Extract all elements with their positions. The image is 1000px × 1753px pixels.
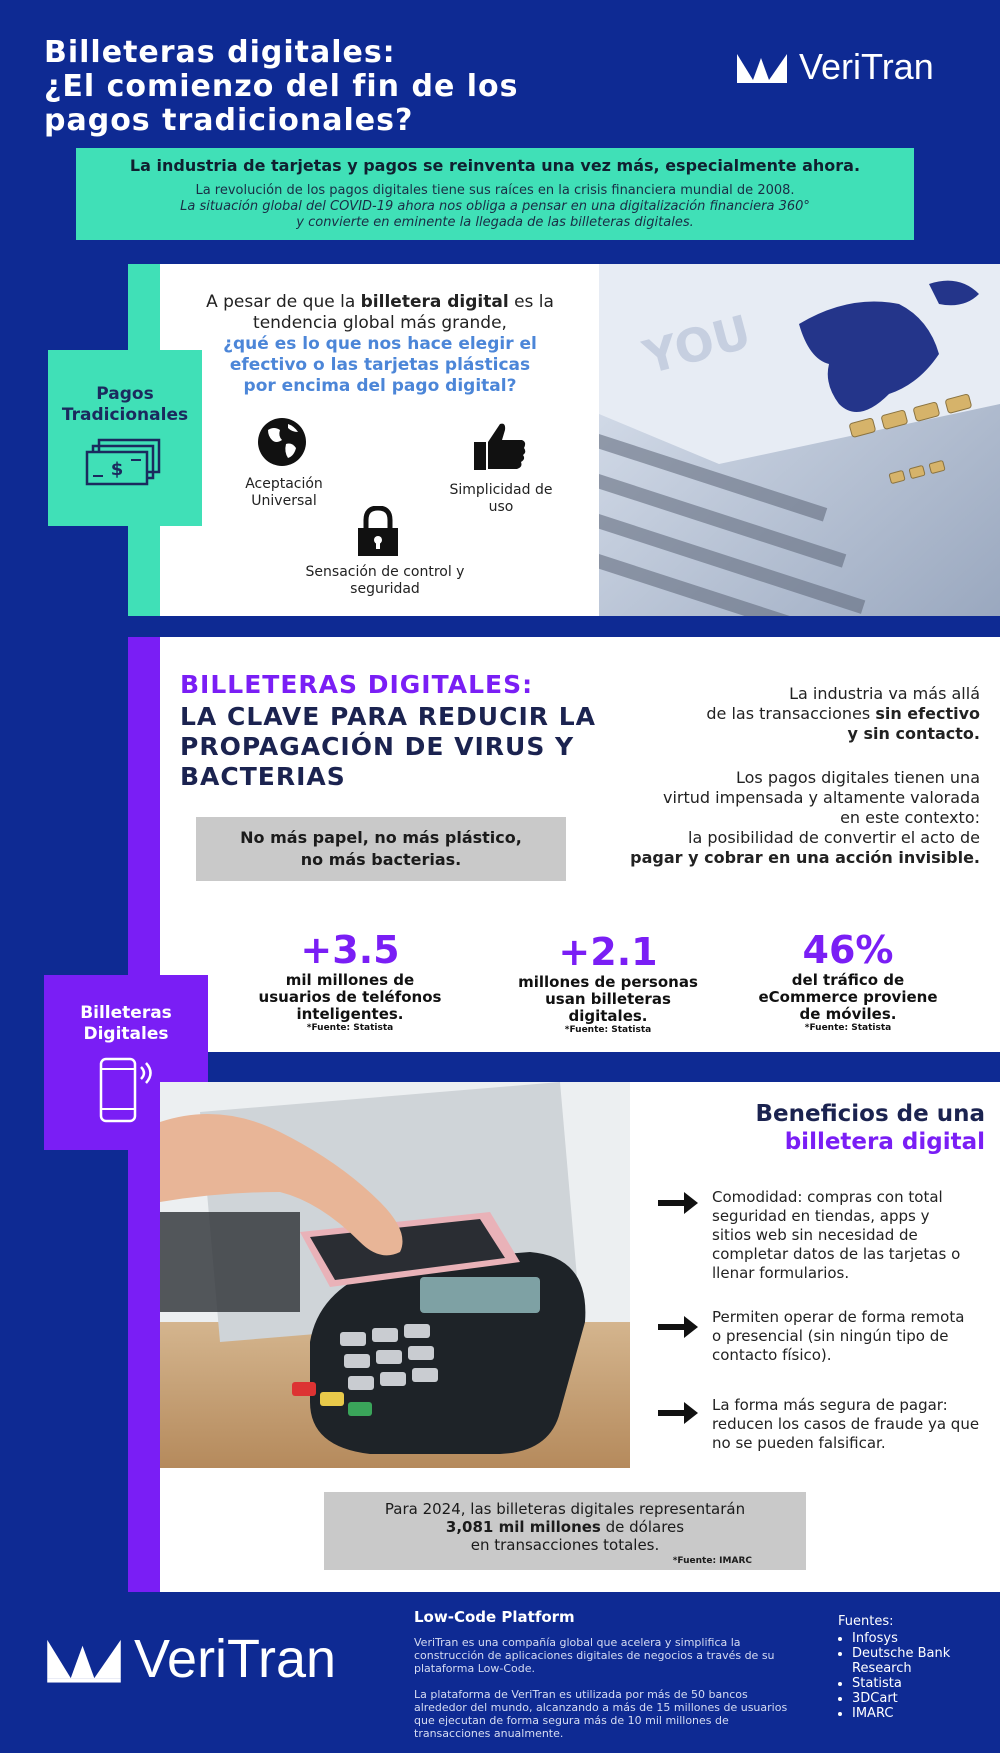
thumbs-up-label: Simplicidad de uso: [449, 482, 553, 515]
benefit-item-3: La forma más segura de pagar: reducen los casos de fraude ya que no se pueden falsificar.: [712, 1396, 980, 1452]
no-paper-box: [196, 817, 566, 881]
tab-pagos-tradicionales: [48, 350, 202, 526]
benefit-item-1: Comodidad: compras con total seguridad en tiendas, apps y sitios web sin necesidad de completar datos de las tarjetas o llenar formularios.: [712, 1188, 961, 1282]
intro-line-3: y convierte en eminente la llegada de las billeteras digitales.: [296, 215, 694, 230]
section2-headline-dark: LA CLAVE PARA REDUCIR LA PROPAGACIÓN DE VIRUS Y BACTERIAS: [180, 702, 596, 791]
forecast-source: *Fuente: IMARC: [672, 1556, 752, 1566]
title-line-1: Billeteras digitales:: [44, 35, 396, 70]
virtue-line-3: en este contexto:: [840, 808, 980, 827]
page-title: [44, 36, 604, 138]
forecast-line-1: Para 2024, las billeteras digitales representarán: [384, 1500, 746, 1518]
forecast-bold: 3,081 mil millones: [445, 1518, 601, 1536]
virtue-bold: pagar y cobrar en una acción invisible.: [630, 848, 980, 867]
cash-icon: [85, 438, 165, 488]
arrow-right-icon: [656, 1400, 700, 1426]
title-line-2: ¿El comienzo del fin de los: [44, 69, 519, 104]
industry-line-2: de las transacciones: [706, 704, 876, 723]
stat-smartphone: [250, 928, 450, 1033]
veritran-logo-icon: [44, 1634, 124, 1684]
thumbs-up-icon: [472, 420, 528, 472]
stat-wallet-users: [508, 930, 708, 1035]
lock-icon: [356, 506, 400, 558]
source-item: • Deutsche Bank Research: [852, 1646, 988, 1676]
globe-icon: [256, 416, 308, 468]
credit-card-illustration: [599, 264, 1000, 616]
veritran-logo-icon: [735, 50, 789, 84]
globe-label: Aceptación Universal: [245, 476, 323, 509]
svg-text:$: $: [110, 459, 124, 480]
source-item: • 3DCart: [852, 1691, 988, 1706]
stat-desc: del tráfico de eCommerce proviene de móviles.: [758, 971, 938, 1023]
footer-sources: [838, 1614, 988, 1721]
stat-ecommerce: [748, 928, 948, 1033]
arrow-right-icon: [656, 1314, 700, 1340]
logo-wordmark: VeriTran: [799, 46, 934, 87]
intro-heading: La industria de tarjetas y pagos se reinventa una vez más, especialmente ahora.: [129, 156, 861, 175]
industry-bold-2: y sin contacto.: [847, 724, 980, 743]
tab2-label-line-1: Billeteras: [80, 1003, 172, 1023]
source-item: • Infosys: [852, 1631, 988, 1646]
section1-question: [190, 292, 570, 397]
industry-line-1: La industria va más allá: [789, 684, 980, 703]
question-bold: billetera digital: [360, 292, 509, 312]
arrow-right-icon: [656, 1190, 700, 1216]
stat-source: *Fuente: Statista: [306, 1023, 394, 1033]
virtue-line-1: Los pagos digitales tienen una: [735, 768, 980, 787]
footer-logo-wordmark: VeriTran: [134, 1629, 337, 1689]
tab-label-line-2: Tradicionales: [61, 405, 189, 425]
footer-logo: [44, 1628, 336, 1690]
credit-card-photo: [599, 264, 1000, 616]
footer-paragraph-2: La plataforma de VeriTran es utilizada por más de 50 bancos alrededor del mundo, alcanzando a más de 15 millones de usuarios que ejecutan de forma segura más de 10 mil millones de transacciones anualmente.: [414, 1688, 788, 1740]
benefit-item-2: Permiten operar de forma remota o presencial (sin ningún tipo de contacto físico).: [712, 1308, 965, 1364]
question-text-a: A pesar de que la: [206, 292, 361, 312]
stat-value: +2.1: [558, 930, 658, 974]
veritran-logo: [735, 46, 934, 88]
intro-line-2: La situación global del COVID-19 ahora nos obliga a pensar en una digitalización financiera 360°: [180, 199, 810, 214]
section2-headline-purple: BILLETERAS DIGITALES:: [180, 670, 534, 699]
payment-terminal-illustration: [160, 1082, 630, 1468]
industry-text: [600, 684, 980, 744]
question-text-b: es la tendencia global más grande,: [253, 292, 554, 333]
mobile-contactless-icon: [91, 1057, 161, 1123]
benefits-title-purple: billetera digital: [784, 1129, 985, 1155]
title-line-3: pagos tradicionales?: [44, 103, 414, 138]
intro-line-1: La revolución de los pagos digitales tiene sus raíces en la crisis financiera mundial de 2008.: [195, 183, 795, 198]
forecast-line-2: de dólares: [600, 1518, 685, 1536]
stat-source: *Fuente: Statista: [564, 1025, 652, 1035]
no-paper-line-1: No más papel, no más plástico,: [240, 828, 522, 847]
virtue-line-2: virtud impensada y altamente valorada: [662, 788, 980, 807]
question-highlight: ¿qué es lo que nos hace elegir el efectivo o las tarjetas plásticas por encima del pago digital?: [223, 334, 537, 396]
source-item: • Statista: [852, 1676, 988, 1691]
benefits-title: [640, 1100, 985, 1156]
tab2-label-line-2: Digitales: [83, 1024, 169, 1044]
sources-title: Fuentes:: [838, 1614, 894, 1629]
payment-terminal-photo: [160, 1082, 630, 1468]
stat-value: 46%: [802, 928, 894, 972]
source-item: • IMARC: [852, 1706, 988, 1721]
stat-value: +3.5: [300, 928, 400, 972]
no-paper-line-2: no más bacterias.: [300, 850, 462, 869]
lock-label: Sensación de control y seguridad: [305, 564, 465, 597]
footer-heading: Low-Code Platform: [414, 1608, 575, 1626]
virtue-line-4: la posibilidad de convertir el acto de: [688, 828, 980, 847]
virtue-text: [580, 768, 980, 868]
card-embossed-text: YOU: [637, 304, 757, 385]
industry-bold-1: sin efectivo: [875, 704, 980, 723]
stat-source: *Fuente: Statista: [804, 1023, 892, 1033]
tab-label-line-1: Pagos: [96, 384, 154, 404]
footer-paragraph-1: VeriTran es una compañía global que acelera y simplifica la construcción de aplicaciones digitales de negocios a través de su plataforma Low-Code.: [414, 1636, 775, 1675]
stat-desc: mil millones de usuarios de teléfonos inteligentes.: [258, 971, 442, 1023]
forecast-line-3: en transacciones totales.: [470, 1536, 660, 1554]
benefits-title-dark: Beneficios de una: [755, 1101, 985, 1127]
intro-banner: [76, 148, 914, 240]
stat-desc: millones de personas usan billeteras digitales.: [518, 973, 698, 1025]
forecast-box: [324, 1492, 806, 1570]
